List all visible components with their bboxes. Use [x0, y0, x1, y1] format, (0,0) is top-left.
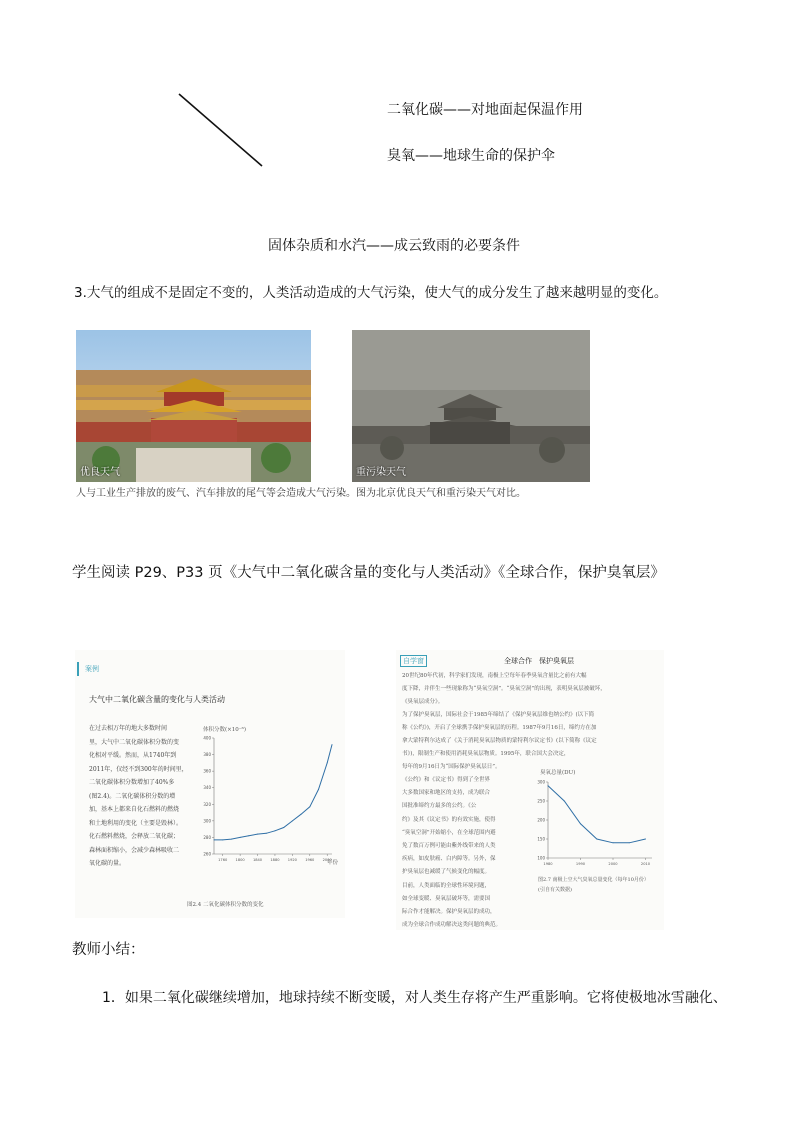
y-tick-label: 260: [203, 851, 211, 857]
y-tick-label: 300: [203, 818, 211, 824]
x-tick-label: 1920: [287, 858, 297, 862]
y-tick-label: 280: [203, 834, 211, 840]
x-tick-label: 1990: [575, 862, 586, 866]
ozone-line: 臭氧——地球生命的保护伞: [387, 148, 555, 164]
textbook-page-right: [396, 650, 664, 930]
data-point: [548, 785, 549, 786]
x-tick-label: 2000: [608, 862, 618, 866]
y-tick-label: 300: [537, 779, 545, 785]
connector-line: [170, 88, 270, 173]
co2-y-label: 体积分数(×10⁻⁶): [203, 727, 247, 733]
y-tick-label: 100: [537, 855, 545, 861]
series-line: [548, 786, 646, 843]
co2-line: 二氧化碳——对地面起保温作用: [387, 102, 583, 118]
summary-item-1: 1．如果二氧化碳继续增加，地球持续不断变暖，对人类生存将产生严重影响。它将使极地冰雪融化、: [102, 990, 727, 1006]
data-point: [283, 827, 284, 828]
y-tick-label: 320: [203, 801, 211, 807]
y-tick-label: 150: [537, 836, 545, 842]
self-study-tag: 自学窗: [400, 655, 427, 667]
x-tick-label: 1840: [252, 858, 263, 862]
clear-weather-photo: [76, 330, 311, 482]
data-point: [613, 842, 614, 843]
data-point: [580, 823, 581, 824]
textbook-page-left: [75, 650, 345, 918]
x-tick-label: 1980: [543, 862, 553, 866]
x-tick-label: 2000: [322, 858, 332, 862]
co2-fig-caption: 图2.4 二氧化碳体积分数的变化: [187, 902, 264, 908]
data-point: [318, 789, 319, 790]
point-3: 3.大气的组成不是固定不变的，人类活动造成的大气污染，使大气的成分发生了越来越明显的变化。: [74, 285, 668, 301]
data-point: [332, 744, 333, 745]
ozone-chart: [534, 778, 658, 870]
ozone-fig-caption: 图2.7 南极上空大气臭氧总量变化（每年10月份）: [538, 877, 649, 883]
data-point: [564, 801, 565, 802]
left-page-title: 大气中二氧化碳含量的变化与人类活动: [89, 695, 225, 704]
data-point: [231, 839, 232, 840]
data-point: [214, 839, 215, 840]
right-page-body-bottom: 《公约》和《议定书》得到了全世界 大多数国家和地区的支持，成为联合 国批准缔约方最多的公约。《公 约》及其《议定书》的有效实施，使得 “臭氧空洞”开始缩小，在全球范围内避 免了数百万例可能由紫外线带来的人类 疾病，如皮肤癌、白内障等。另外，保 护臭氧层也减缓了气候变化的幅度。 目前，人类面临的全球性环境问题， 如全球变暖、臭氧层破坏等，需要国 际合作才能解决。保护臭氧层的成功， 成为全球合作成功解决这类问题的典范。: [402, 777, 502, 929]
x-tick-label: 2010: [640, 862, 651, 866]
series-line: [214, 745, 332, 840]
right-page-body-top: 20世纪80年代初，科学家们发现，南极上空每年春季臭氧含量比之前有大幅 度下降，并伴生一些现象称为“臭氧空洞”。“臭氧空洞”的出现，表明臭氧层被破坏， 《臭氧层成分》。 为了保护臭氧层，国际社会于1985年缔结了《保护臭氧层维也纳公约》(以下简 称《公约》)，开启了全球携手保护臭氧层的历程。1987年9月16日，缔约方在加 拿大蒙特利尔达成了《关于消耗臭氧层物质的蒙特利尔议定书》(以下简称《议定 书》)，限制生产和使用消耗臭氧层物质。1995年，联合国大会决定， 每年的9月16日为“国际保护臭氧层日”。: [402, 673, 606, 770]
y-tick-label: 380: [203, 752, 211, 758]
data-point: [596, 839, 597, 840]
y-tick-label: 400: [203, 735, 211, 741]
data-point: [257, 834, 258, 835]
ozone-fig-caption-source: (引自有关数据): [538, 887, 572, 893]
data-point: [240, 837, 241, 838]
ozone-y-label: 臭氧总量(DU): [540, 770, 576, 776]
polluted-weather-label: 重污染天气: [356, 467, 406, 478]
y-tick-label: 200: [537, 817, 545, 823]
data-point: [327, 762, 328, 763]
left-page-body: 在过去相万年的地大多数时间 里，大气中二氧化碳体积分数的变 化相对平缓。然而，从1740年到 2011年，仅经不到300年的时间里， 二氧化碳体积分数增加了40%多 (图2.4)。二氧化碳体积分数的增 加，基本上都来自化石燃料的燃烧 和土地利用的变化（主要是毁林）。 化石燃料燃烧，会释放二氧化碳； 森林面积缩小，会减少森林吸收二 氧化碳的量。: [89, 725, 188, 867]
reading-line: 学生阅读 P29、P33 页《大气中二氧化碳含量的变化与人类活动》《全球合作，保护臭氧层》: [72, 565, 665, 581]
data-point: [266, 833, 267, 834]
x-tick-label: 1880: [270, 858, 280, 862]
co2-chart: [200, 734, 340, 868]
photo-caption: 人与工业生产排放的废气、汽车排放的尾气等会造成大气污染。图为北京优良天气和重污染天气对比。: [76, 488, 526, 499]
data-point: [629, 842, 630, 843]
polluted-weather-photo: [352, 330, 590, 482]
x-tick-label: 1800: [235, 858, 245, 862]
clear-weather-label: 优良天气: [80, 467, 120, 478]
y-tick-label: 250: [537, 798, 545, 804]
data-point: [274, 830, 275, 831]
x-tick-label: 1760: [218, 858, 228, 862]
data-point: [309, 806, 310, 807]
co2-x-label: 年份: [327, 860, 339, 866]
x-tick-label: 1960: [305, 858, 315, 862]
y-tick-label: 340: [203, 785, 211, 791]
teacher-summary-label: 教师小结：: [72, 942, 145, 958]
y-tick-label: 360: [203, 768, 211, 774]
case-tag: 案例: [85, 665, 99, 673]
data-point: [301, 814, 302, 815]
data-point: [645, 839, 646, 840]
data-point: [248, 835, 249, 836]
solid-line: 固体杂质和水汽——成云致雨的必要条件: [268, 238, 520, 254]
data-point: [222, 839, 223, 840]
data-point: [292, 820, 293, 821]
right-page-title: 全球合作 保护臭氧层: [504, 657, 574, 665]
